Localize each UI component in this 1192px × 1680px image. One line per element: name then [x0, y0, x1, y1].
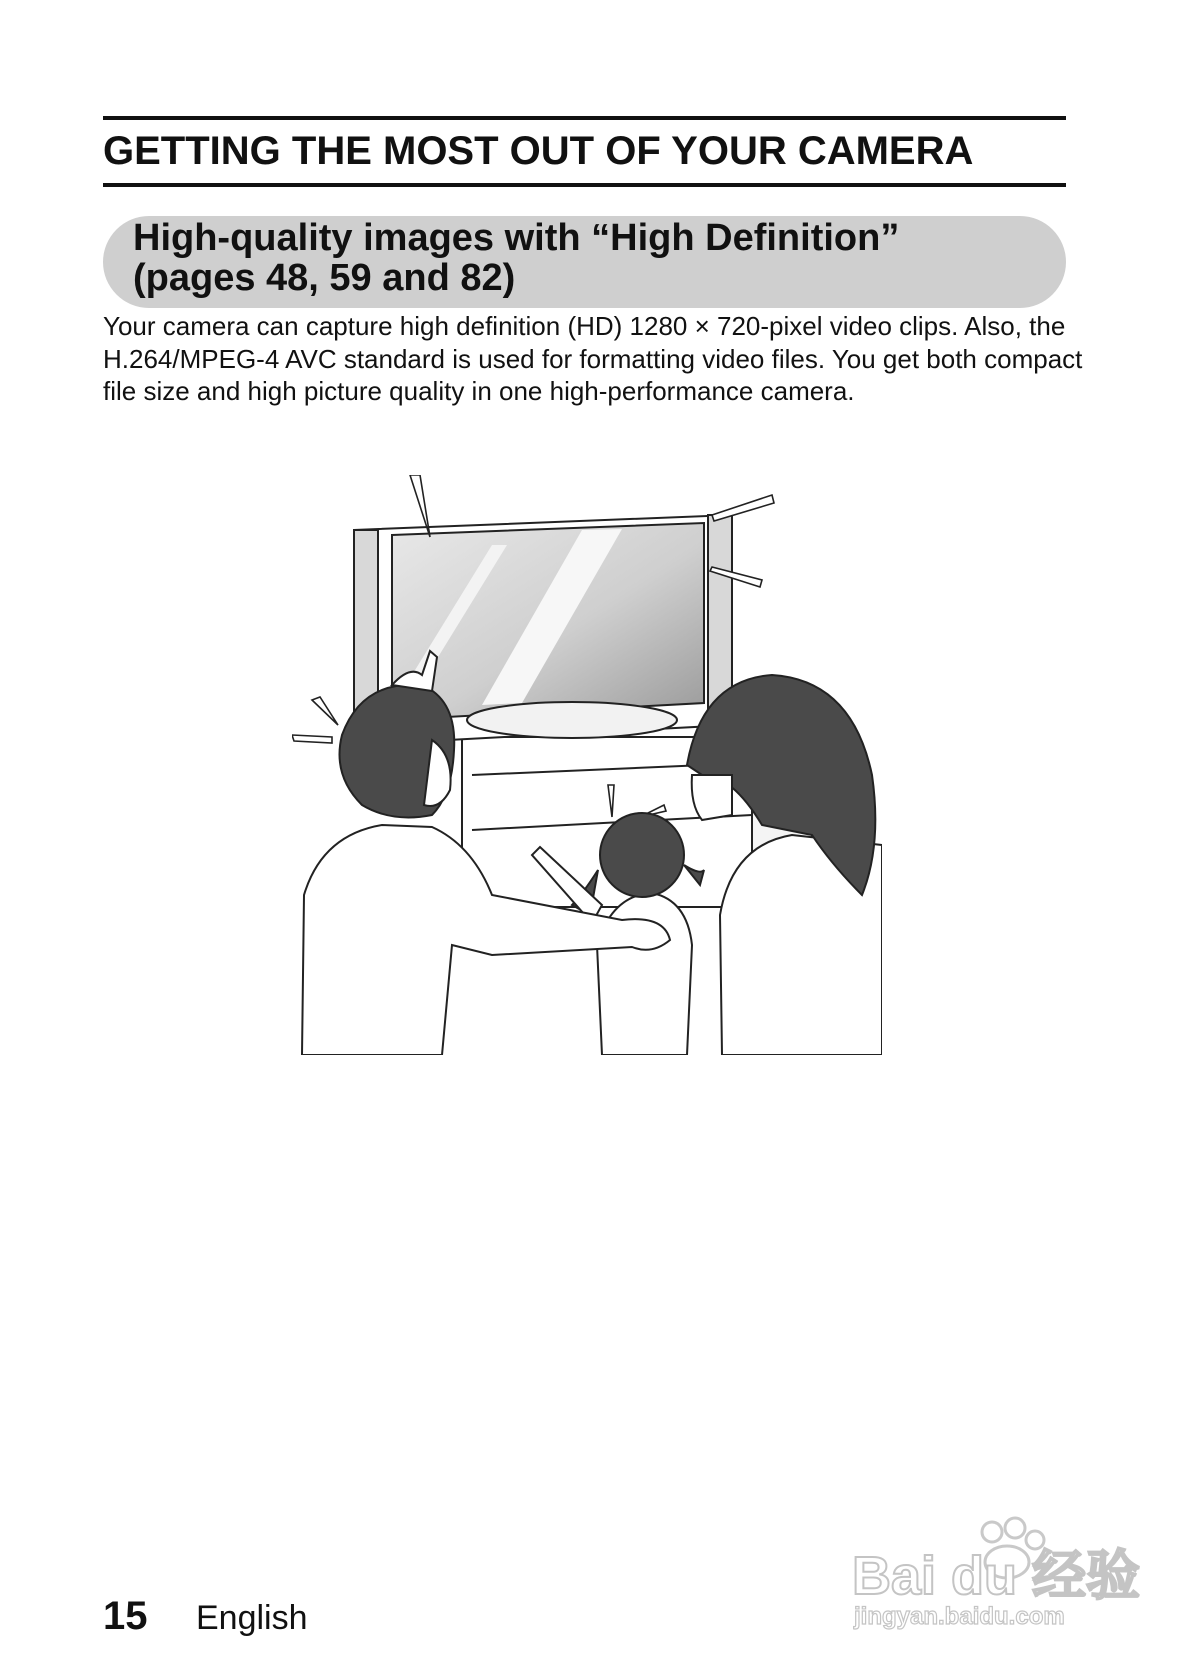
- body-paragraph: Your camera can capture high definition (HD) 1280 × 720-pixel video clips. Also, the H.264/MPEG-4 AVC standard is used for formatting video files. You get both compact file size and high picture quality in one high-performance camera.: [103, 311, 1083, 406]
- page-number: 15: [103, 1594, 148, 1638]
- language-label: English: [196, 1599, 308, 1637]
- top-rule: [103, 116, 1066, 120]
- subheading-line-2: (pages 48, 59 and 82): [133, 257, 516, 299]
- subheading-band: [103, 216, 1066, 308]
- section-title: GETTING THE MOST OUT OF YOUR CAMERA: [103, 129, 974, 173]
- svg-text:jingyan.baidu.com: jingyan.baidu.com: [854, 1603, 1065, 1630]
- baidu-watermark-logo: [852, 1512, 1152, 1632]
- subheading-line-1: High-quality images with “High Definition”: [133, 217, 900, 259]
- family-watching-tv-illustration: [292, 475, 882, 1055]
- svg-text:Bai du 经验: Bai du 经验: [852, 1546, 1141, 1606]
- title-underline: [103, 183, 1066, 187]
